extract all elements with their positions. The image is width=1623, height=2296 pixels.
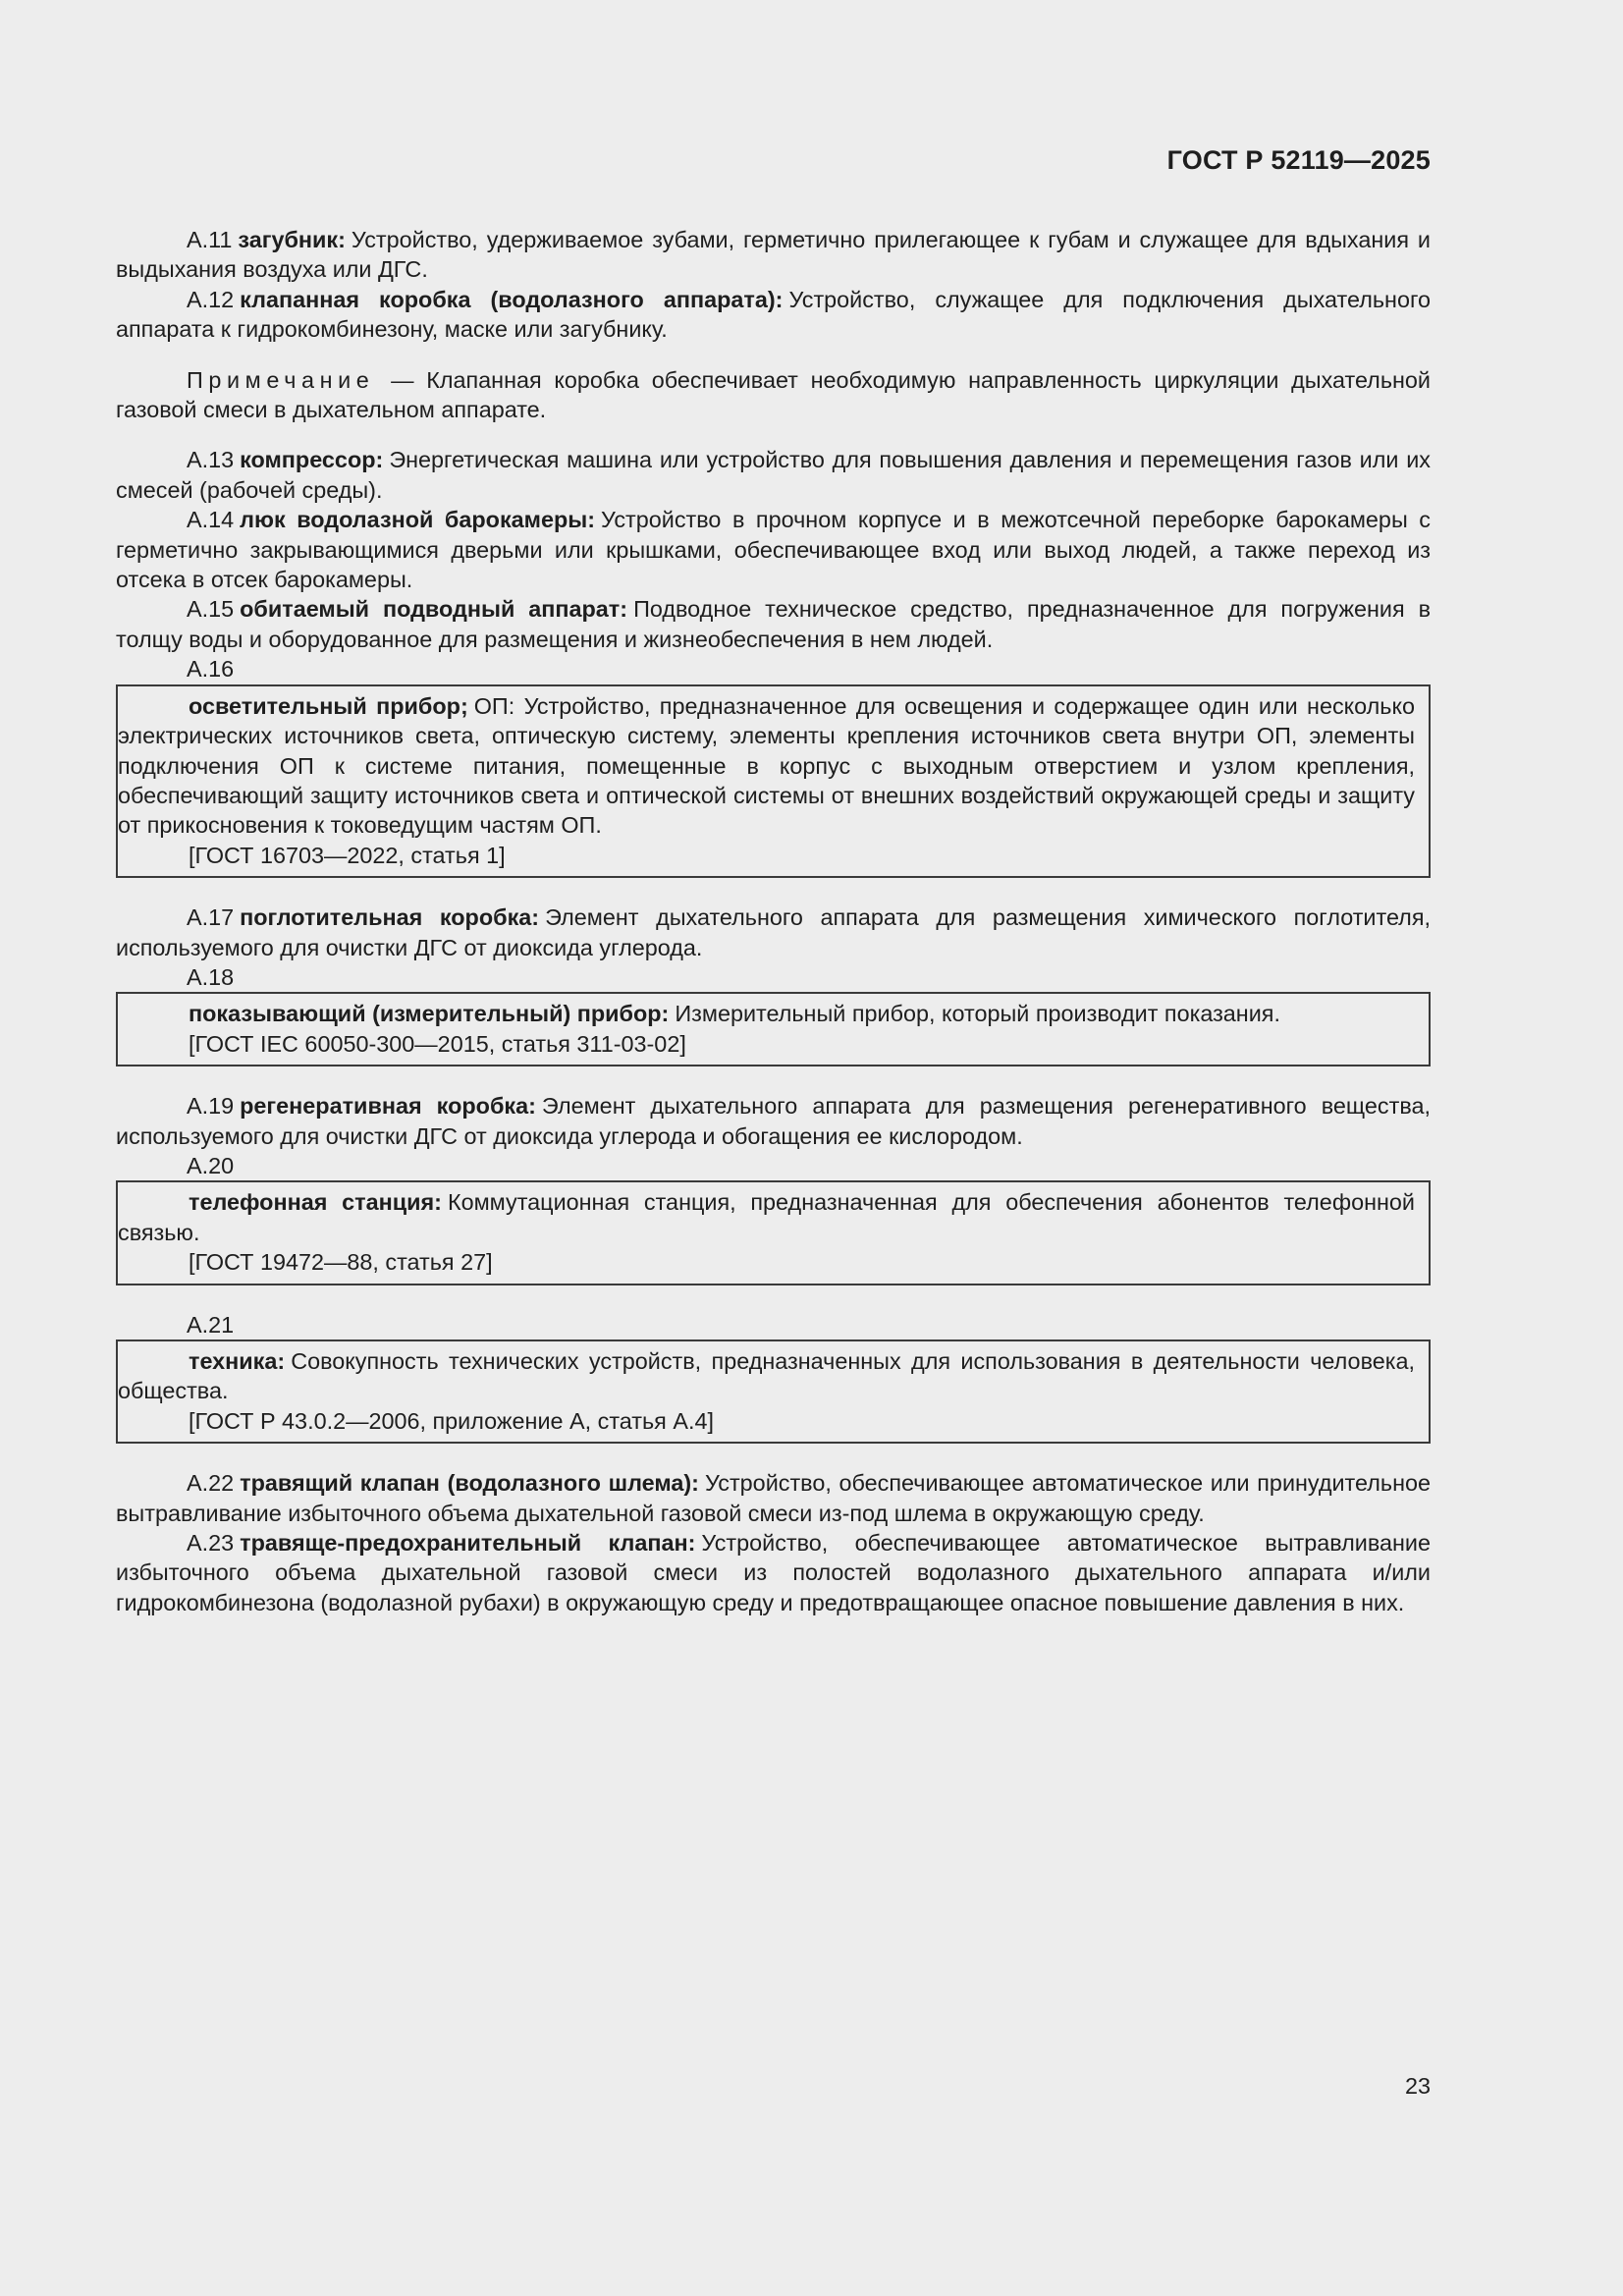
reference-box-a18 [116, 992, 1431, 1066]
entry-term: поглотительная коробка: [240, 904, 540, 931]
entry-a15 [116, 594, 1431, 654]
reference-source: [ГОСТ Р 43.0.2—2006, приложение А, статья А.4] [189, 1407, 714, 1434]
entry-a22 [116, 1468, 1431, 1528]
reference-source: [ГОСТ 19472—88, статья 27] [189, 1249, 493, 1276]
entry-a13 [116, 445, 1431, 505]
entry-definition: Устройство, обеспечивающее автоматическое или принудительное вытравливание избыточного объема дыхательной газовой смеси из-под шлема в окружающую среду. [116, 1470, 1432, 1526]
note-a12 [116, 365, 1431, 425]
entry-term: компрессор: [240, 447, 384, 473]
entry-definition: Устройство, служащее для подключения дыхательного аппарата к гидрокомбинезону, маске или загубнику. [116, 286, 1431, 343]
entry-number: А.15 [187, 596, 235, 623]
entry-definition: Устройство в прочном корпусе и в межотсечной переборке барокамеры с герметично закрывающимися дверьми или крышками, обеспечивающее вход или выход людей, а также переход из отсека в отсек барокамеры. [116, 507, 1431, 593]
entry-number: А.23 [187, 1530, 235, 1557]
entry-definition: Элемент дыхательного аппарата для размещения химического поглотителя, используемого для очистки ДГС от диоксида углерода. [116, 904, 1431, 960]
entry-a19 [116, 1091, 1431, 1151]
reference-box-a16 [116, 684, 1431, 878]
boxed-definition [118, 1346, 1415, 1406]
entry-definition: ОП: Устройство, предназначенное для освещения и содержащее один или несколько электрических источников света, оптическую систему, элементы крепления источников света внутри ОП, элементы подключения ОП к системе питания, помещенные в корпус с выходным отверстием и узлом крепления, обеспечивающий защиту источников света и оптической системы от внешних воздействий окружающей среды и защиту от прикосновения к токоведущим частям ОП. [118, 692, 1415, 839]
entry-number-a20: А.20 [187, 1152, 235, 1178]
document-page [116, 0, 1431, 2296]
boxed-definition [118, 999, 1415, 1028]
reference-box-a21 [116, 1339, 1431, 1444]
entry-term: показывающий (измерительный) прибор: [189, 1001, 670, 1027]
entry-definition: Элемент дыхательного аппарата для размещения регенеративного вещества, используемого для очистки ДГС от диоксида углерода и обогащения ее кислородом. [116, 1093, 1431, 1149]
entry-a17 [116, 902, 1431, 962]
entry-number: А.14 [187, 507, 235, 533]
entry-term: осветительный прибор; [189, 692, 468, 719]
entry-definition: Устройство, обеспечивающее автоматическое вытравливание избыточного объема дыхательной газовой смеси из полостей водолазного дыхательного аппарата и/или гидрокомбинезона (водолазной рубахи) в окружающую среду и предотвращающее опасное повышение давления в них. [116, 1530, 1431, 1615]
boxed-definition [118, 691, 1415, 841]
entry-number: А.22 [187, 1470, 235, 1497]
entry-number: А.12 [187, 286, 235, 312]
entry-a11 [116, 225, 1431, 285]
reference-box-a20 [116, 1180, 1431, 1285]
entry-number-a16: А.16 [187, 656, 235, 683]
reference-source: [ГОСТ 16703—2022, статья 1] [189, 842, 506, 868]
standard-designation: ГОСТ Р 52119—2025 [1166, 145, 1431, 175]
reference-source: [ГОСТ IEC 60050-300—2015, статья 311-03-02] [189, 1030, 686, 1057]
note-text: — Клапанная коробка обеспечивает необходимую направленность циркуляции дыхательной газовой смеси в дыхательном аппарате. [116, 366, 1432, 423]
entry-number: А.11 [187, 227, 233, 252]
entry-term: травяще-предохранительный клапан: [240, 1530, 696, 1557]
boxed-definition [118, 1187, 1415, 1247]
entry-term: телефонная станция: [189, 1189, 442, 1216]
entry-definition: Измерительный прибор, который производит показания. [675, 1001, 1280, 1027]
document-body [116, 225, 1431, 1617]
entry-term: загубник: [238, 227, 346, 252]
entry-definition: Совокупность технических устройств, предназначенных для использования в деятельности человека, общества. [118, 1348, 1415, 1404]
entry-definition: Подводное техническое средство, предназначенное для погружения в толщу воды и оборудованное для размещения и жизнеобеспечения в нем людей. [116, 596, 1431, 652]
entry-a23 [116, 1528, 1431, 1617]
entry-number: А.13 [187, 447, 235, 473]
entry-term: техника: [189, 1348, 286, 1374]
page-number: 23 [1404, 2073, 1431, 2099]
entry-term: люк водолазной барокамеры: [240, 507, 596, 533]
note-label: Примечание [187, 366, 375, 393]
entry-term: травящий клапан (водолазного шлема): [240, 1470, 699, 1497]
entry-term: регенеративная коробка: [240, 1093, 536, 1120]
entry-number: А.19 [187, 1093, 235, 1120]
entry-a12 [116, 285, 1431, 345]
entry-a14 [116, 505, 1431, 594]
entry-number-a21: А.21 [187, 1311, 235, 1338]
entry-term: клапанная коробка (водолазного аппарата): [240, 286, 784, 312]
entry-term: обитаемый подводный аппарат: [240, 596, 628, 623]
entry-number: А.17 [187, 904, 235, 931]
entry-definition: Энергетическая машина или устройство для повышения давления и перемещения газов или их смесей (рабочей среды). [116, 447, 1431, 503]
entry-definition: Коммутационная станция, предназначенная для обеспечения абонентов телефонной связью. [118, 1189, 1415, 1245]
entry-definition: Устройство, удерживаемое зубами, герметично прилегающее к губам и служащее для вдыхания и выдыхания воздуха или ДГС. [116, 227, 1431, 283]
entry-number-a18: А.18 [187, 963, 235, 990]
